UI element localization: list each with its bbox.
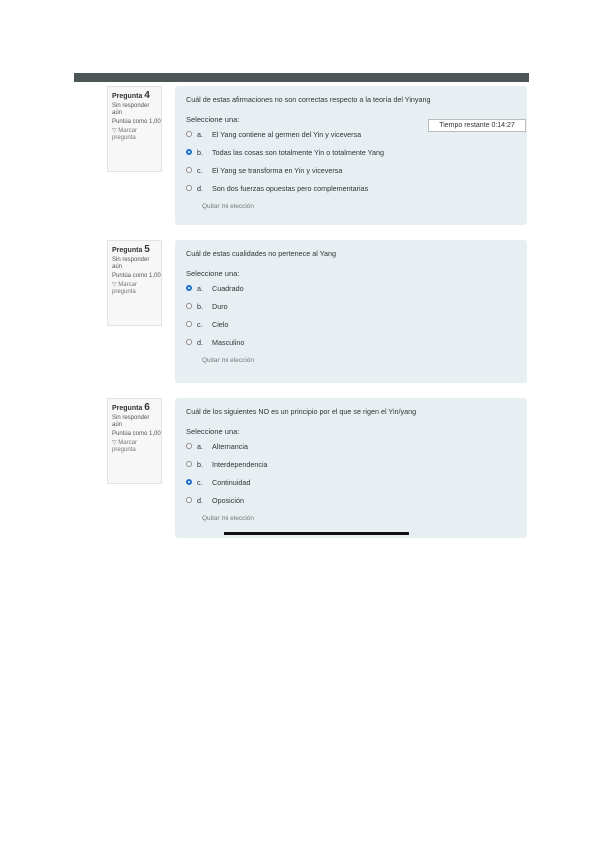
option-letter: a. bbox=[197, 441, 203, 451]
flag-question-link[interactable]: ▽ Marcar pregunta bbox=[112, 440, 137, 453]
option-letter: c. bbox=[197, 165, 203, 175]
question-text: Cuál de estas afirmaciones no son correctas respecto a la teoría del Yinyang bbox=[186, 95, 431, 104]
option-letter: d. bbox=[197, 183, 203, 193]
answer-option-c[interactable] bbox=[186, 315, 517, 333]
question-state: Sin responder aún bbox=[112, 415, 150, 428]
question-text: Cuál de los siguientes NO es un principio por el que se rigen el Yin/yang bbox=[186, 407, 417, 416]
answer-option-c[interactable] bbox=[186, 473, 517, 491]
answer-option-c[interactable] bbox=[186, 161, 517, 179]
option-text: Oposición bbox=[212, 495, 244, 505]
question-mark: Puntúa como 1,00 bbox=[112, 119, 161, 125]
question-content bbox=[175, 398, 527, 538]
option-letter: d. bbox=[197, 337, 203, 347]
question-title: Pregunta 4 bbox=[112, 90, 150, 101]
question-mark: Puntúa como 1,00 bbox=[112, 273, 161, 279]
option-text: Cielo bbox=[212, 319, 229, 329]
answer-option-a[interactable] bbox=[186, 437, 517, 455]
answer-option-d[interactable] bbox=[186, 179, 517, 197]
option-text: Duro bbox=[212, 301, 228, 311]
answer-option-a[interactable] bbox=[186, 279, 517, 297]
radio-button-selected[interactable] bbox=[186, 149, 192, 155]
answer-option-d[interactable] bbox=[186, 491, 517, 509]
option-text: Cuadrado bbox=[212, 283, 244, 293]
answer-option-b[interactable] bbox=[186, 297, 517, 315]
answer-prompt: Seleccione una: bbox=[186, 427, 240, 436]
question-text: Cuál de estas cualidades no pertenece al Yang bbox=[186, 249, 336, 258]
option-text: Alternancia bbox=[212, 441, 248, 451]
question-title: Pregunta 6 bbox=[112, 402, 150, 413]
answer-prompt: Seleccione una: bbox=[186, 269, 240, 278]
option-text: Masculino bbox=[212, 337, 245, 347]
clear-choice-link[interactable]: Quitar mi elección bbox=[202, 203, 255, 210]
question-info-panel bbox=[107, 240, 162, 326]
option-letter: c. bbox=[197, 477, 203, 487]
question-number: 5 bbox=[144, 244, 150, 255]
radio-button[interactable] bbox=[186, 131, 192, 137]
radio-button[interactable] bbox=[186, 321, 192, 327]
answer-option-b[interactable] bbox=[186, 455, 517, 473]
option-letter: d. bbox=[197, 495, 203, 505]
answer-option-d[interactable] bbox=[186, 333, 517, 351]
radio-button[interactable] bbox=[186, 167, 192, 173]
option-text: Todas las cosas son totalmente Yin o totalmente Yang bbox=[212, 147, 384, 157]
option-letter: b. bbox=[197, 301, 203, 311]
radio-button-selected[interactable] bbox=[186, 285, 192, 291]
option-letter: b. bbox=[197, 459, 203, 469]
clear-choice-link[interactable]: Quitar mi elección bbox=[202, 515, 255, 522]
question-title: Pregunta 5 bbox=[112, 244, 150, 255]
question-info-panel bbox=[107, 86, 162, 172]
option-letter: c. bbox=[197, 319, 203, 329]
timer-badge: Tiempo restante 0:14:27 bbox=[428, 119, 526, 132]
question-content bbox=[175, 86, 527, 225]
option-text: Son dos fuerzas opuestas pero complementarias bbox=[212, 183, 369, 193]
radio-button[interactable] bbox=[186, 303, 192, 309]
option-text: El Yang contiene al germen del Yin y viceversa bbox=[212, 129, 362, 139]
question-number: 6 bbox=[144, 402, 150, 413]
horizontal-scrollbar[interactable] bbox=[224, 532, 409, 535]
answer-prompt: Seleccione una: bbox=[186, 115, 240, 124]
option-text: El Yang se transforma en Yin y viceversa bbox=[212, 165, 343, 175]
question-content bbox=[175, 240, 527, 383]
option-letter: a. bbox=[197, 129, 203, 139]
radio-button[interactable] bbox=[186, 461, 192, 467]
option-text: Interdependencia bbox=[212, 459, 268, 469]
flag-question-link[interactable]: ▽ Marcar pregunta bbox=[112, 128, 137, 141]
radio-button[interactable] bbox=[186, 497, 192, 503]
top-navbar bbox=[74, 73, 529, 82]
radio-button[interactable] bbox=[186, 339, 192, 345]
radio-button-selected[interactable] bbox=[186, 479, 192, 485]
question-info-panel bbox=[107, 398, 162, 484]
option-text: Continuidad bbox=[212, 477, 251, 487]
answer-option-b[interactable] bbox=[186, 143, 517, 161]
radio-button[interactable] bbox=[186, 443, 192, 449]
question-state: Sin responder aún bbox=[112, 103, 150, 116]
option-letter: a. bbox=[197, 283, 203, 293]
radio-button[interactable] bbox=[186, 185, 192, 191]
flag-question-link[interactable]: ▽ Marcar pregunta bbox=[112, 282, 137, 295]
option-letter: b. bbox=[197, 147, 203, 157]
question-state: Sin responder aún bbox=[112, 257, 150, 270]
question-mark: Puntúa como 1,00 bbox=[112, 431, 161, 437]
clear-choice-link[interactable]: Quitar mi elección bbox=[202, 357, 255, 364]
question-number: 4 bbox=[144, 90, 150, 101]
